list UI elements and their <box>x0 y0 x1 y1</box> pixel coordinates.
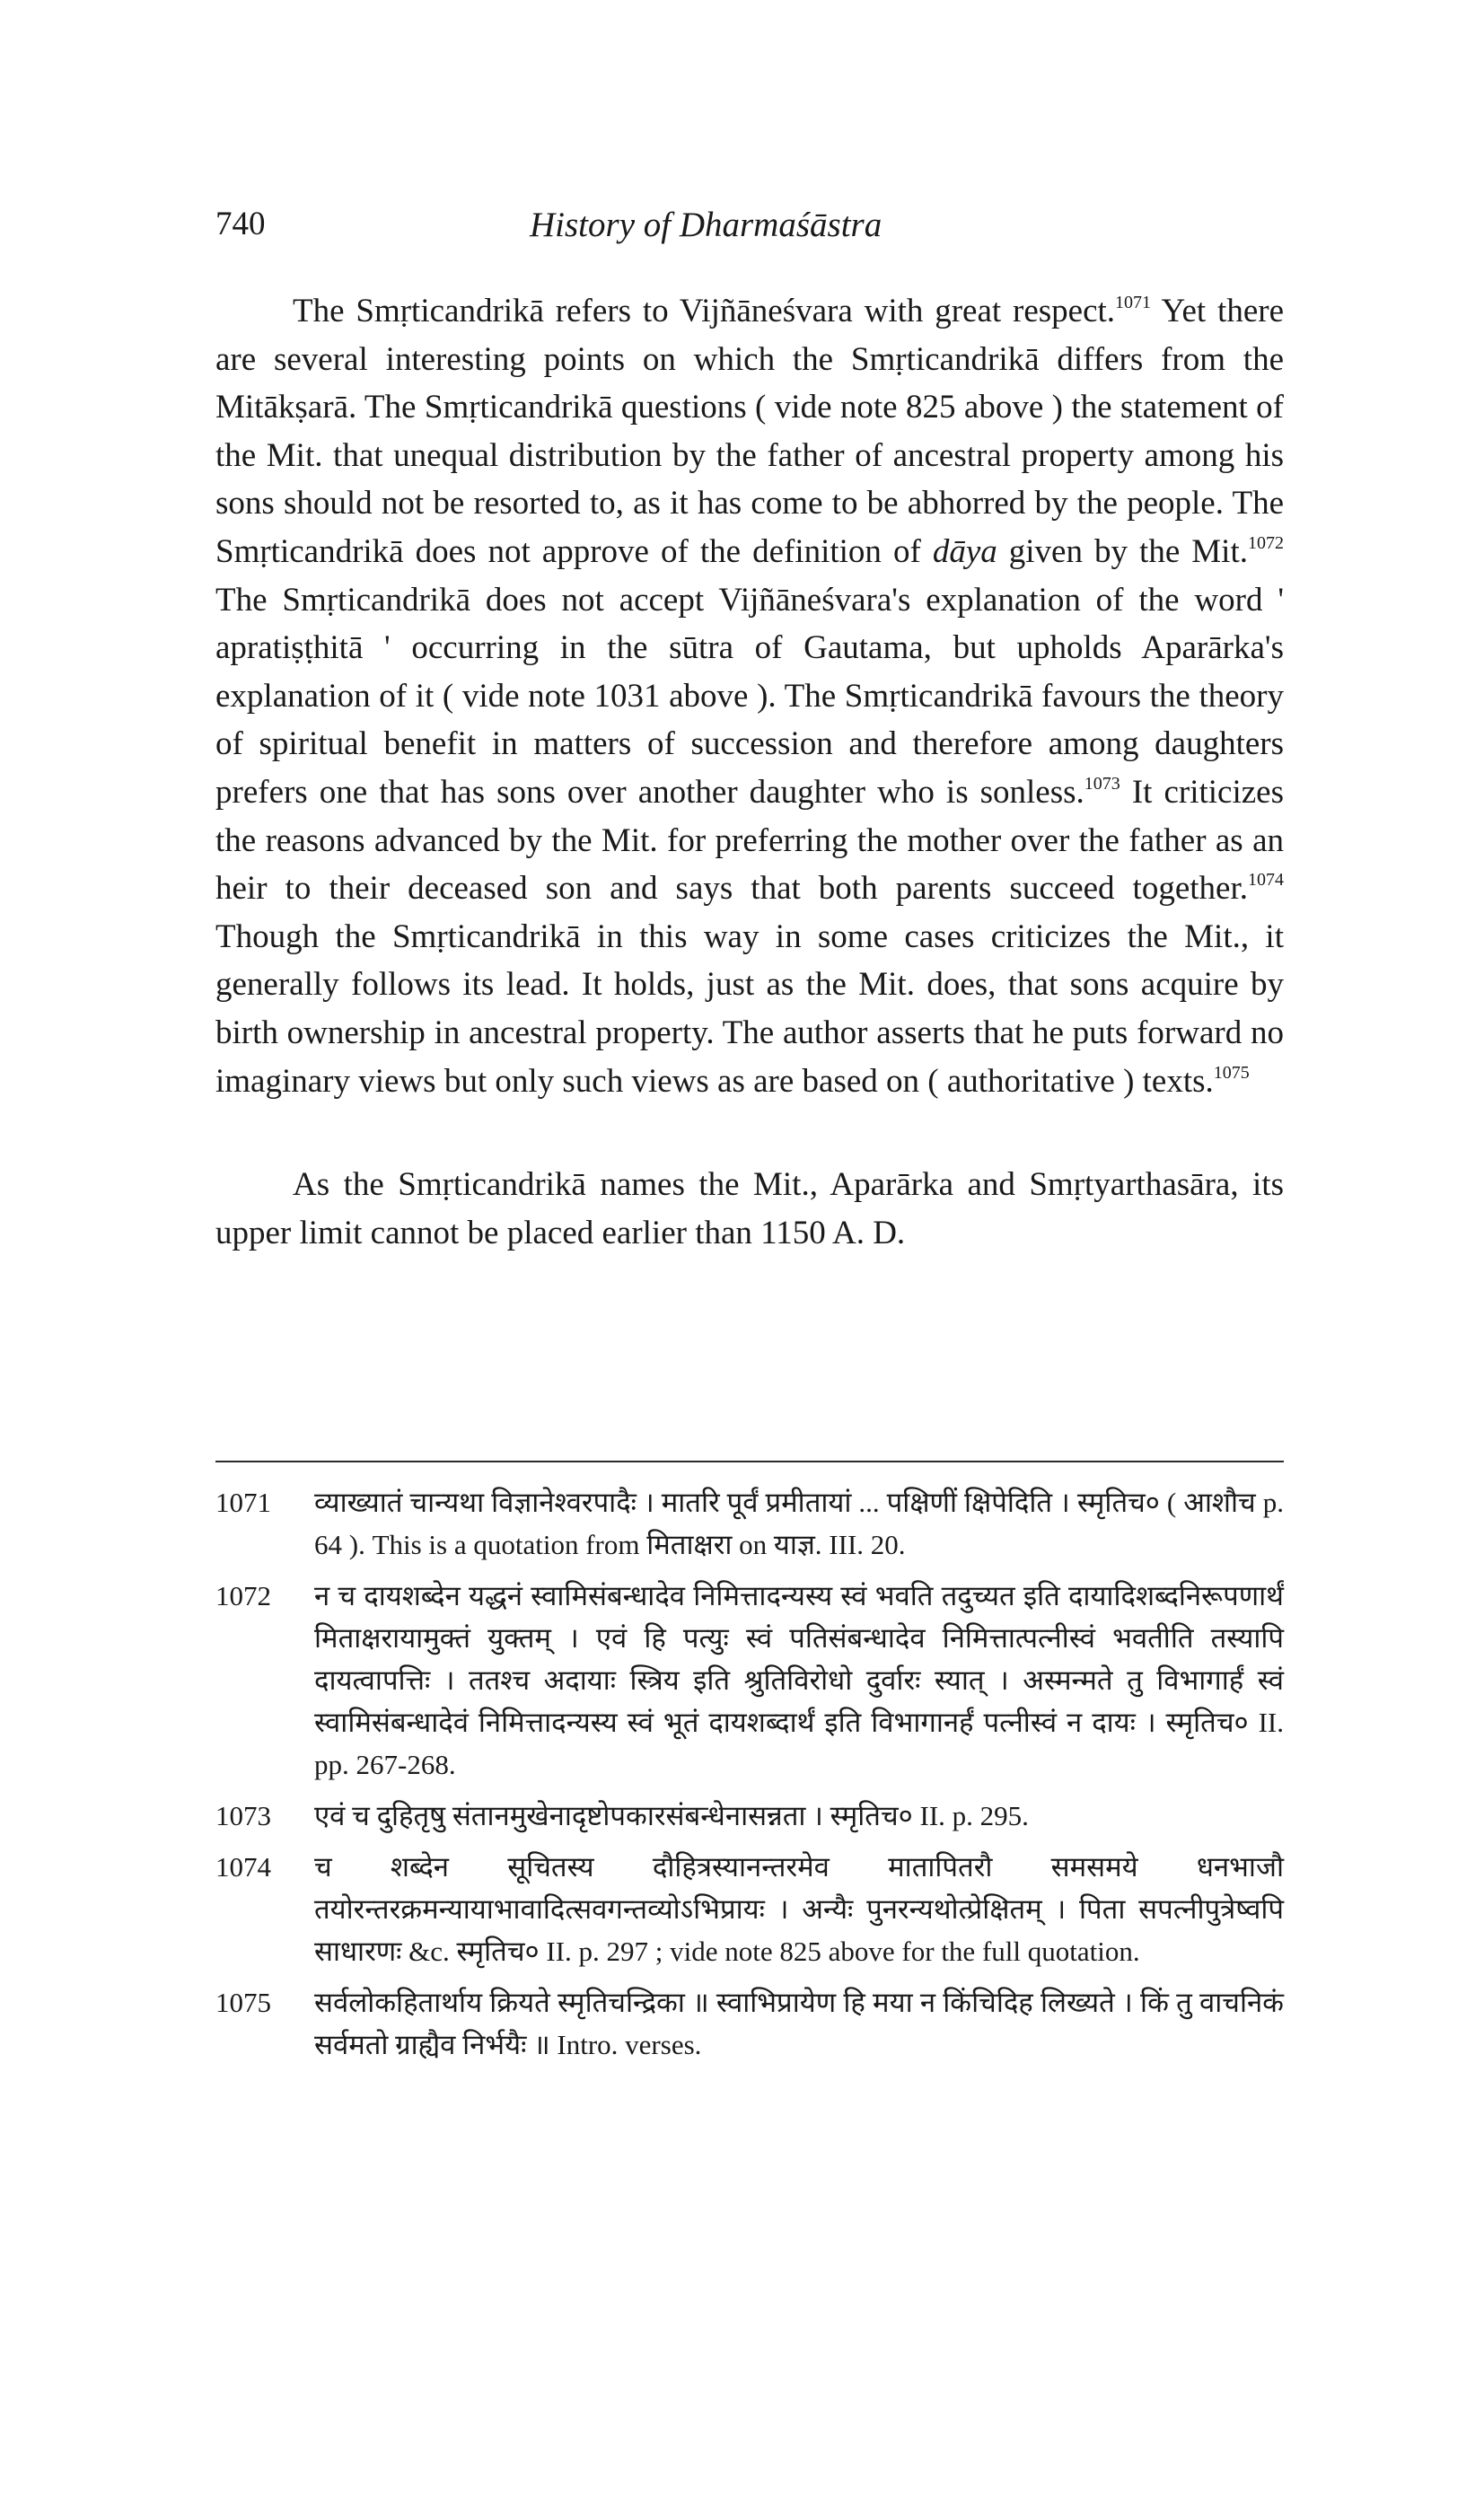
footnote-1071 <box>215 1481 1284 1566</box>
main-text <box>215 287 1284 1257</box>
footnote-ref-1072: 1072 <box>1247 532 1284 553</box>
footnote-ref-1074: 1074 <box>1248 870 1284 891</box>
footnote-1072 <box>215 1575 1284 1786</box>
italic-term: dāya <box>932 532 997 570</box>
footnote-ref-1071: 1071 <box>1115 293 1152 312</box>
paragraph-1 <box>215 287 1284 1105</box>
footnotes <box>215 1481 1284 2075</box>
footnote-text: न च दायशब्देन यद्धनं स्वामिसंबन्धादेव निमित्तादन्यस्य स्वं भवति तदुच्यत इति दायादिशब्दनिरूपणार्थं मिताक्षरायामुक्तं युक्तम् । एवं हि पत्युः स्वं पतिसंबन्धादेव निमित्तात्पत्नीस्वं भवतीति तस्यापि दायत्वापत्तिः । ततश्च अदायाः स्त्रिय इति श्रुतिविरोधो दुर्वारः स्यात् । अस्मन्मते तु विभागार्हं स्वं स्वामिसंबन्धादेवं निमित्तादन्यस्य स्वं भूतं दायशब्दार्थं इति विभागानर्हं पत्नीस्वं न दायः । स्मृतिच० II. pp. 267-268. <box>314 1580 1284 1780</box>
footnote-text: च शब्देन सूचितस्य दौहित्रस्यानन्तरमेव मातापितरौ समसमये धनभाजौ तयोरन्तरक्रमन्यायाभावादित्सवगन्तव्योऽभिप्रायः । अन्यैः पुनरन्यथोत्प्रेक्षितम् । पिता सपत्नीपुत्रेष्वपि साधारणः &c. स्मृतिच० II. p. 297 ; vide note 825 above for the full quotation. <box>314 1851 1284 1967</box>
footnote-1075 <box>215 1981 1284 2066</box>
text-segment: It criticizes the reasons advanced by the Mit. for preferring the mother over the father as an heir to their deceased son and says that both parents succeed together. <box>215 773 1284 908</box>
text-segment: Yet there are several interesting points on which the Smṛticandrikā differs from the Mitākṣarā. The Smṛticandrikā questions ( vide note 825 above ) the statement of the Mit. that unequal distribution by the father of ancestral property among his sons should not be resorted to, as it has come to be abhorred by the people. The Smṛticandrikā does not approve of the definition of <box>215 293 1284 570</box>
paragraph-2: As the Smṛticandrikā names the Mit., Aparārka and Smṛtyarthasāra, its upper limit cannot be placed earlier than 1150 A. D. <box>215 1166 1284 1251</box>
footnote-number: 1074 <box>215 1851 271 1883</box>
footnote-text: व्याख्यातं चान्यथा विज्ञानेश्वरपादैः । मातरि पूर्वं प्रमीतायां ... पक्षिणीं क्षिपेदिति । स्मृतिच० ( आशौच p. 64 ). This is a quotation from मिताक्षरा on याज्ञ. III. 20. <box>314 1487 1284 1560</box>
text-segment: Though the Smṛticandrikā in this way in some cases criticizes the Mit., it generally follows its lead. It holds, just as the Mit. does, that sons acquire by birth ownership in ancestral property. The author asserts that he puts forward no imaginary views but only such views as are based on ( authoritative ) texts. <box>215 917 1284 1100</box>
footnote-text: एवं च दुहितृषु संतानमुखेनादृष्टोपकारसंबन्धेनासन्नता । स्मृतिच० II. p. 295. <box>314 1800 1029 1831</box>
footnote-ref-1075: 1075 <box>1213 1062 1250 1083</box>
text-segment: The Smṛticandrikā refers to Vijñāneśvara with great respect. <box>293 293 1116 329</box>
page-header <box>215 205 1284 259</box>
footnote-1074 <box>215 1846 1284 1972</box>
footnote-number: 1072 <box>215 1580 271 1611</box>
text-segment: given by the Mit. <box>997 532 1248 570</box>
footnote-ref-1073: 1073 <box>1084 773 1120 794</box>
footnote-number: 1071 <box>215 1487 271 1518</box>
footnote-1073 <box>215 1795 1284 1837</box>
footnote-text: सर्वलोकहितार्थाय क्रियते स्मृतिचन्द्रिका ॥ स्वाभिप्रायेण हि मया न किंचिदिह लिख्यते । किं तु वाचनिकं सर्वमतो ग्राह्यैव निर्भयैः ॥ Intro. verses. <box>314 1987 1284 2060</box>
text-segment: The Smṛticandrikā does not accept Vijñāneśvara's explanation of the word ' apratiṣṭhitā ' occurring in the sūtra of Gautama, but upholds Aparārka's explanation of it ( vide note 1031 above ). The Smṛticandrikā favours the theory of spiritual benefit in matters of succession and therefore among daughters prefers one that has sons over another daughter who is sonless. <box>215 581 1284 811</box>
running-title: History of Dharmaśāstra <box>530 206 882 244</box>
page-number: 740 <box>215 206 266 242</box>
footnote-number: 1073 <box>215 1800 271 1831</box>
footnote-divider <box>215 1461 1284 1462</box>
footnote-number: 1075 <box>215 1987 271 2018</box>
